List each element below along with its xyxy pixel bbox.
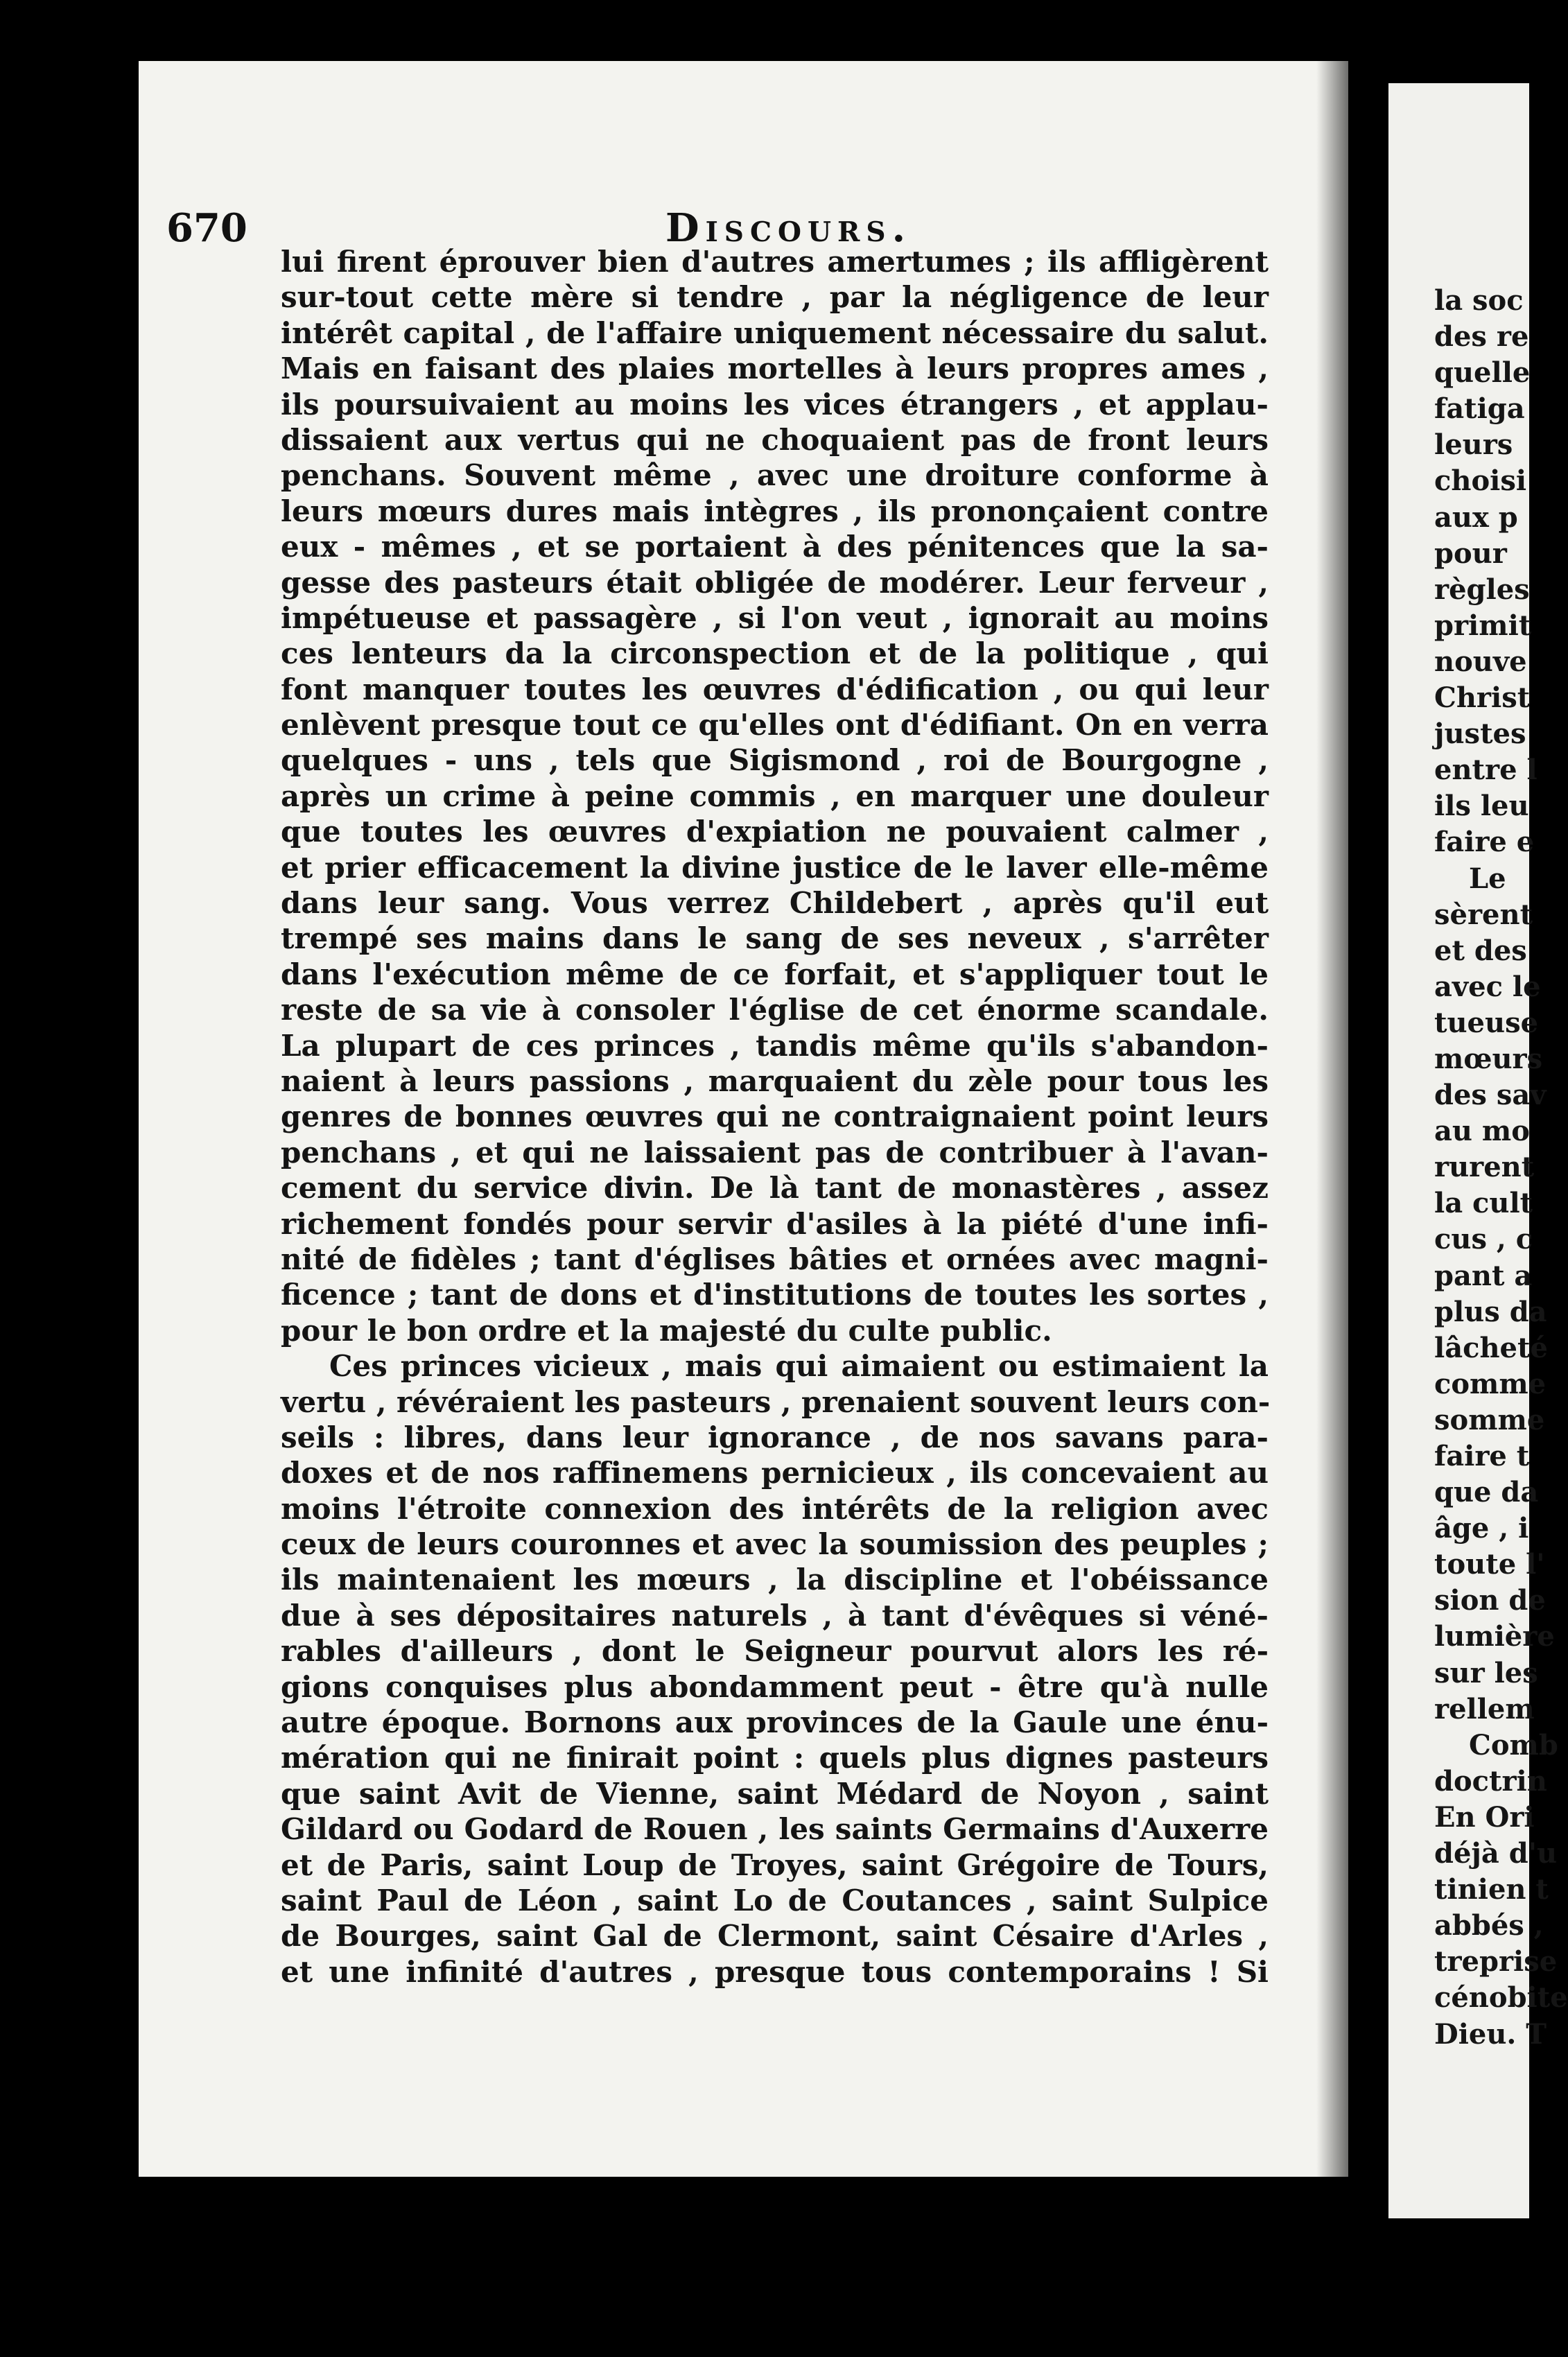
facing-text-line: treprise — [1434, 1945, 1558, 1978]
text-line: leurs mœurs dures mais intègres , ils prononçaient contre — [281, 494, 1269, 528]
facing-page-edge — [1388, 83, 1568, 2218]
text-line: de Bourges, saint Gal de Clermont, saint Césaire d'Arles , — [281, 1919, 1269, 1954]
facing-text-line: leurs — [1434, 428, 1513, 462]
facing-text-line: déjà d'u — [1434, 1837, 1558, 1870]
text-line: moins l'étroite connexion des intérêts de la religion avec — [281, 1491, 1269, 1526]
body-text — [281, 244, 1269, 1990]
text-line: et prier efficacement la divine justice de le laver elle-même — [281, 850, 1269, 885]
text-line: cement du service divin. De là tant de monastères , assez — [281, 1171, 1269, 1206]
facing-text-line: pant a — [1434, 1259, 1533, 1292]
facing-text-line: pour — [1434, 537, 1507, 570]
facing-text-line: justes — [1434, 717, 1526, 751]
text-line: mération qui ne finirait point : quels plus dignes pasteurs — [281, 1741, 1269, 1775]
facing-text-line: Dieu. T — [1434, 2017, 1547, 2051]
facing-text-line: quelle — [1434, 356, 1531, 390]
text-line: intérêt capital , de l'affaire uniquement nécessaire du salut. — [281, 315, 1269, 350]
text-line: ils maintenaient les mœurs , la discipline et l'obéissance — [281, 1563, 1269, 1597]
running-head: Discours. — [665, 205, 912, 251]
facing-text-line: mœurs — [1434, 1042, 1543, 1075]
facing-text-line: des re — [1434, 320, 1529, 354]
facing-text-line: faire e — [1434, 826, 1535, 859]
facing-text-line: règles — [1434, 573, 1530, 606]
facing-text-line: avec le — [1434, 970, 1541, 1003]
facing-text-line: la cult — [1434, 1187, 1533, 1220]
facing-text-line: sèrent — [1434, 898, 1533, 931]
facing-page-text — [1434, 283, 1568, 2053]
text-line: gions conquises plus abondamment peut - être qu'à nulle — [281, 1669, 1269, 1704]
facing-text-line: En Ori — [1434, 1800, 1535, 1834]
facing-text-line: primit — [1434, 609, 1532, 642]
text-line: Mais en faisant des plaies mortelles à leurs propres ames , — [281, 351, 1269, 386]
text-line: penchans. Souvent même , avec une droiture conforme à — [281, 458, 1269, 493]
facing-text-line: au mo — [1434, 1115, 1530, 1148]
text-line: et une infinité d'autres , presque tous contemporains ! Si — [281, 1954, 1269, 1989]
text-line: font manquer toutes les œuvres d'édification , ou qui leur — [281, 672, 1269, 706]
facing-text-line: cus , c — [1434, 1223, 1533, 1256]
facing-text-line: rellem — [1434, 1692, 1535, 1725]
facing-text-line: plus da — [1434, 1295, 1547, 1328]
facing-text-line: nouve — [1434, 645, 1527, 678]
facing-text-line: tinien t — [1434, 1873, 1549, 1906]
facing-text-line: Le — [1469, 862, 1506, 895]
text-line: sur-tout cette mère si tendre , par la négligence de leur — [281, 280, 1269, 315]
facing-text-line: rurent — [1434, 1151, 1535, 1184]
text-line: ficence ; tant de dons et d'institutions de toutes les sortes , — [281, 1278, 1269, 1312]
facing-text-line: lâcheté — [1434, 1331, 1548, 1364]
text-line: genres de bonnes œuvres qui ne contraignaient point leurs — [281, 1099, 1269, 1134]
text-line: ils poursuivaient au moins les vices étrangers , et applau- — [281, 387, 1269, 421]
facing-text-line: entre l — [1434, 754, 1537, 787]
text-line: Gildard ou Godard de Rouen , les saints Germains d'Auxerre — [281, 1812, 1269, 1847]
facing-text-line: toute l' — [1434, 1548, 1545, 1581]
text-line: seils : libres, dans leur ignorance , de nos savans para- — [281, 1420, 1269, 1454]
text-line: lui firent éprouver bien d'autres amertumes ; ils affligèrent — [281, 245, 1269, 279]
text-line: penchans , et qui ne laissaient pas de contribuer à l'avan- — [281, 1135, 1269, 1169]
text-line: La plupart de ces princes , tandis même qu'ils s'abandon- — [281, 1028, 1269, 1063]
page-number: 670 — [166, 205, 247, 251]
facing-text-line: somme — [1434, 1403, 1545, 1436]
text-line: pour le bon ordre et la majesté du culte public. — [281, 1313, 1052, 1348]
facing-text-line: aux p — [1434, 501, 1518, 534]
facing-text-line: ils leu — [1434, 790, 1529, 823]
facing-text-line: des sav — [1434, 1079, 1547, 1112]
text-line: ces lenteurs da la circonspection et de la politique , qui — [281, 636, 1269, 671]
text-line: Ces princes vicieux , mais qui aimaient ou estimaient la — [329, 1349, 1269, 1384]
text-line: nité de fidèles ; tant d'églises bâties et ornées avec magni- — [281, 1242, 1269, 1276]
text-line: trempé ses mains dans le sang de ses neveux , s'arrêter — [281, 921, 1269, 956]
facing-text-line: lumière — [1434, 1620, 1555, 1653]
facing-text-line: sur les — [1434, 1656, 1538, 1689]
facing-text-line: faire t — [1434, 1440, 1530, 1472]
text-line: enlèvent presque tout ce qu'elles ont d'édifiant. On en verra — [281, 708, 1269, 742]
text-line: que saint Avit de Vienne, saint Médard de Noyon , saint — [281, 1776, 1269, 1811]
facing-text-line: cénobite — [1434, 1981, 1568, 2015]
text-line: rables d'ailleurs , dont le Seigneur pourvut alors les ré- — [281, 1634, 1269, 1669]
facing-text-line: doctrin — [1434, 1764, 1547, 1798]
text-line: et de Paris, saint Loup de Troyes, saint Grégoire de Tours, — [281, 1847, 1269, 1882]
text-line: saint Paul de Léon , saint Lo de Coutances , saint Sulpice — [281, 1883, 1269, 1917]
text-line: reste de sa vie à consoler l'église de cet énorme scandale. — [281, 993, 1269, 1027]
facing-text-line: la soc — [1434, 284, 1524, 317]
facing-text-line: et des — [1434, 934, 1527, 967]
text-line: dans l'exécution même de ce forfait, et s'appliquer tout le — [281, 957, 1269, 991]
facing-text-line: que da — [1434, 1476, 1539, 1509]
text-line: gesse des pasteurs était obligée de modérer. Leur ferveur , — [281, 565, 1269, 600]
text-line: due à ses dépositaires naturels , à tant d'évêques si véné- — [281, 1598, 1269, 1633]
text-line: eux - mêmes , et se portaient à des pénitences que la sa- — [281, 530, 1269, 564]
text-line: doxes et de nos raffinemens pernicieux , ils concevaient au — [281, 1456, 1269, 1490]
facing-text-line: choisi — [1434, 464, 1527, 498]
text-line: richement fondés pour servir d'asiles à la piété d'une infi- — [281, 1206, 1269, 1241]
text-line: impétueuse et passagère , si l'on veut , ignorait au moins — [281, 600, 1269, 635]
text-line: quelques - uns , tels que Sigismond , roi de Bourgogne , — [281, 743, 1269, 778]
text-line: que toutes les œuvres d'expiation ne pouvaient calmer , — [281, 815, 1269, 849]
text-line: autre époque. Bornons aux provinces de la Gaule une énu- — [281, 1705, 1269, 1740]
facing-text-line: abbés , — [1434, 1909, 1544, 1942]
facing-text-line: sion de — [1434, 1584, 1546, 1617]
facing-text-line: Christ — [1434, 681, 1531, 715]
text-line: vertu , révéraient les pasteurs , prenaient souvent leurs con- — [281, 1384, 1271, 1419]
facing-text-line: comme — [1434, 1367, 1547, 1400]
facing-text-line: Comb — [1469, 1728, 1558, 1762]
text-line: dans leur sang. Vous verrez Childebert , après qu'il eut — [281, 886, 1269, 921]
text-line: après un crime à peine commis , en marquer une douleur — [281, 779, 1269, 813]
text-line: naient à leurs passions , marquaient du zèle pour tous les — [281, 1063, 1269, 1098]
facing-text-line: âge , i — [1434, 1512, 1529, 1545]
facing-text-line: tueuse — [1434, 1006, 1539, 1039]
text-line: ceux de leurs couronnes et avec la soumission des peuples ; — [281, 1527, 1269, 1562]
facing-text-line: fatiga — [1434, 392, 1525, 426]
text-line: dissaient aux vertus qui ne choquaient pas de front leurs — [281, 422, 1269, 457]
